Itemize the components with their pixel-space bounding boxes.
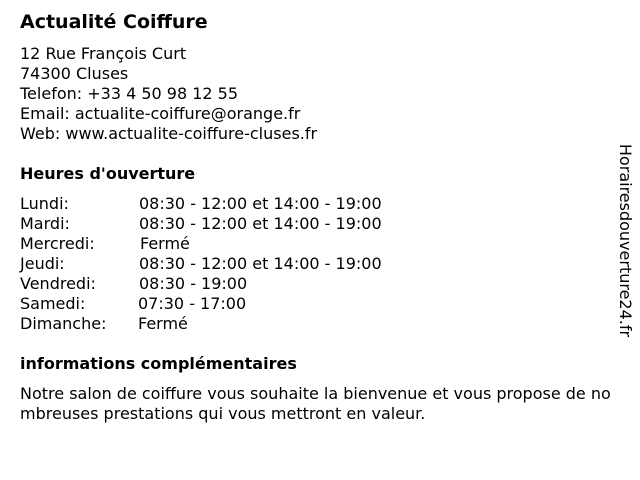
hours-row-sunday bbox=[20, 314, 616, 334]
day-label: Dimanche: bbox=[20, 314, 107, 333]
additional-info-heading: informations complémentaires bbox=[20, 354, 297, 373]
site-watermark bbox=[612, 134, 640, 346]
day-hours: 08:30 - 19:00 bbox=[139, 274, 248, 293]
business-card bbox=[20, 10, 616, 424]
day-hours: 07:30 - 17:00 bbox=[138, 294, 247, 313]
hours-row-thursday bbox=[20, 254, 616, 274]
day-hours: Fermé bbox=[138, 314, 188, 333]
email-address: Email: actualite-coiffure@orange.fr bbox=[20, 104, 301, 123]
day-hours: 08:30 - 12:00 et 14:00 - 19:00 bbox=[139, 254, 382, 273]
address-block bbox=[20, 44, 616, 144]
hours-row-monday bbox=[20, 194, 616, 214]
website-address: Web: www.actualite-coiffure-cluses.fr bbox=[20, 124, 318, 143]
day-label: Samedi: bbox=[20, 294, 86, 313]
day-label: Jeudi: bbox=[20, 254, 65, 273]
street-address: 12 Rue François Curt bbox=[20, 44, 187, 63]
day-label: Vendredi: bbox=[20, 274, 96, 293]
day-label: Mercredi: bbox=[20, 234, 95, 253]
day-label: Mardi: bbox=[20, 214, 70, 233]
day-hours: 08:30 - 12:00 et 14:00 - 19:00 bbox=[139, 194, 382, 213]
city-postcode: 74300 Cluses bbox=[20, 64, 129, 83]
hours-row-wednesday bbox=[20, 234, 616, 254]
opening-hours-heading: Heures d'ouverture bbox=[20, 164, 196, 183]
day-label: Lundi: bbox=[20, 194, 69, 213]
additional-info-text: Notre salon de coiffure vous souhaite la bienvenue et vous propose de nombreuses prestations qui vous mettront en valeur. bbox=[20, 384, 611, 423]
day-hours: 08:30 - 12:00 et 14:00 - 19:00 bbox=[139, 214, 382, 233]
watermark-text: Horairesdouverture24.fr bbox=[616, 143, 636, 337]
hours-row-saturday bbox=[20, 294, 616, 314]
hours-row-tuesday bbox=[20, 214, 616, 234]
phone-number: Telefon: +33 4 50 98 12 55 bbox=[20, 84, 239, 103]
business-name: Actualité Coiffure bbox=[20, 11, 208, 33]
hours-row-friday bbox=[20, 274, 616, 294]
day-hours: Fermé bbox=[140, 234, 190, 253]
opening-hours-table bbox=[20, 194, 616, 334]
